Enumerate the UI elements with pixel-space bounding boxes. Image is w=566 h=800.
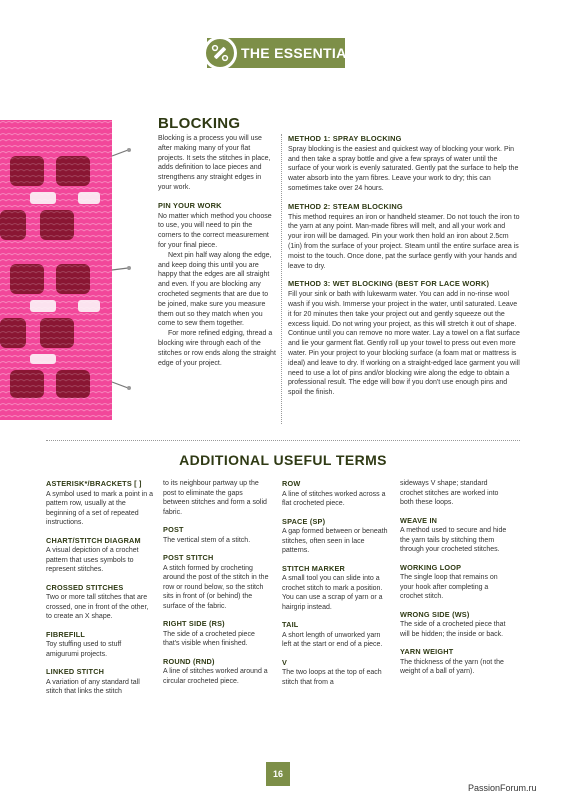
glossary-term: V — [282, 657, 288, 667]
glossary-definition: The vertical stem of a stitch. — [163, 536, 251, 544]
pin-paragraph-1: No matter which method you choose to use, you will need to pin the corners to the correct measurement for your final piece. — [158, 212, 272, 249]
terms-column-3 — [282, 479, 390, 695]
section-divider — [46, 440, 520, 441]
tools-icon — [203, 36, 237, 70]
glossary-definition: to its neighbour partway up the post to eliminate the gaps between stitches and form a solid fabric. — [163, 480, 267, 516]
section-title: THE ESSENTIALS — [241, 45, 365, 61]
glossary-term: POST — [163, 525, 184, 534]
pin-your-work-heading: PIN YOUR WORK — [158, 200, 222, 210]
glossary-term: ASTERISK*/BRACKETS [ ] — [46, 479, 142, 488]
terms-column-4 — [400, 479, 508, 685]
page-number: 16 — [266, 762, 290, 786]
glossary-definition: A symbol used to mark a point in a pattern row, usually at the beginning of a set of repeated instructions. — [46, 490, 153, 526]
glossary-definition: A gap formed between or beneath stitches, often seen in lace patterns. — [282, 528, 388, 554]
glossary-term: TAIL — [282, 620, 299, 629]
glossary-definition: A visual depiction of a crochet pattern that uses symbols to represent stitches. — [46, 547, 139, 573]
glossary-definition: The side of a crocheted piece that will be hidden; the inside or back. — [400, 621, 506, 638]
glossary-entry — [46, 630, 154, 660]
glossary-term: CROSSED STITCHES — [46, 582, 124, 592]
glossary-definition: A small tool you can slide into a crochet stitch to mark a position. You can use a scrap of yarn or a hairgrip instead. — [282, 575, 383, 611]
glossary-term: CHART/STITCH DIAGRAM — [46, 535, 141, 545]
glossary-entry — [46, 479, 154, 528]
glossary-entry — [46, 536, 154, 575]
method-3-heading: METHOD 3: WET BLOCKING (BEST FOR LACE WORK) — [288, 279, 490, 289]
glossary-definition: The side of a crocheted piece that's visible when finished. — [163, 630, 255, 647]
terms-column-2 — [163, 479, 271, 694]
glossary-entry — [282, 517, 390, 556]
pin-paragraph-3: For more refined edging, thread a blocking wire through each of the stitches or row ends along the straight edge of your project. — [158, 330, 276, 367]
method-2-text: This method requires an iron or handheld steamer. Do not touch the iron to the yarn at any point. Man-made fibres will melt, and all your work and your iron will be damaged. Pin your work then hold an iron about 2.5cm (1in) from the surface of your project. Steam until the entire surface area is moist to the touch. Once done, pat the surface gently with your hands and leave to dry. — [288, 213, 520, 270]
glossary-entry — [282, 620, 390, 650]
glossary-term: RIGHT SIDE (RS) — [163, 619, 225, 628]
pin-paragraph-2: Next pin half way along the edge, and keep doing this until you are happy that the edges are all straight and even. If you are blocking any crocheted segments that are due to be joined, make sure you measure them out so they match when you come to sew them together. — [158, 251, 272, 328]
glossary-term: WEAVE IN — [400, 515, 438, 525]
glossary-term: FIBREFILL — [46, 629, 86, 639]
glossary-term: STITCH MARKER — [282, 563, 345, 573]
glossary-term: ROW — [282, 479, 301, 488]
blocking-right-column — [288, 134, 520, 398]
glossary-term: LINKED STITCH — [46, 667, 105, 676]
glossary-term: WORKING LOOP — [400, 562, 462, 572]
glossary-definition: Toy stuffing used to stuff amigurumi projects. — [46, 641, 122, 658]
blocking-left-column — [158, 134, 276, 368]
glossary-entry — [282, 564, 390, 613]
glossary-entry — [282, 658, 390, 688]
method-2-heading: METHOD 2: STEAM BLOCKING — [288, 201, 403, 211]
glossary-entry — [400, 563, 508, 602]
glossary-term: YARN WEIGHT — [400, 647, 454, 656]
glossary-entry — [282, 479, 390, 509]
blocking-heading: BLOCKING — [158, 115, 241, 132]
glossary-term: WRONG SIDE (WS) — [400, 609, 470, 619]
watermark: PassionForum.ru — [468, 783, 537, 793]
glossary-definition: A method used to secure and hide the yarn tails by stitching them through your crocheted stitches. — [400, 527, 507, 553]
column-divider — [281, 134, 282, 424]
glossary-definition: A line of stitches worked across a flat crocheted piece. — [282, 490, 386, 507]
terms-column-1 — [46, 479, 154, 705]
glossary-entry — [46, 583, 154, 622]
glossary-definition: A short length of unworked yarn left at the start or end of a piece. — [282, 631, 383, 648]
glossary-term: ROUND (RND) — [163, 656, 215, 666]
method-1-text: Spray blocking is the easiest and quickest way of blocking your work. Pin and then take a spray bottle and give a few sprays of water until the surface of your work is evenly saturated. Gently pat the surface to help the water absorb into the yarn fibres. Leave your work to dry; this can sometimes take over 24 hours. — [288, 145, 519, 192]
glossary-definition: sideways V shape; standard crochet stitches are worked into both these loops. — [400, 480, 499, 506]
glossary-term: POST STITCH — [163, 553, 214, 562]
glossary-entry — [46, 667, 154, 697]
glossary-definition: The single loop that remains on your hook after completing a crochet stitch. — [400, 574, 498, 600]
granny-square-photo — [0, 120, 132, 436]
terms-heading: ADDITIONAL USEFUL TERMS — [179, 452, 387, 468]
glossary-definition: A line of stitches worked around a circular crocheted piece. — [163, 668, 268, 685]
glossary-definition: The thickness of the yarn (not the weight of a ball of yarn). — [400, 658, 504, 675]
method-3-text: Fill your sink or bath with lukewarm water. You can add in no-rinse wool wash if you wish. Immerse your project in the water, until saturated. Leave it for 20 minutes then take your project out and gently squeeze out the excess liquid. Do not wring your project, as this will stretch it out of shape. Continue until you can remove no more water. Lay a towel on a flat surface and lie your garment flat. Gently roll up your towel to press out even more water. Pin your project to your blocking surface (a foam mat or mattress is ideal) and leave to dry. If working on a straight-edged lace garment you will need to use a lot of pins and/or blocking wire along the edge to obtain a professional result. The edge will bow if you don't use enough pins and spoil the finish. — [288, 291, 520, 397]
glossary-entry — [400, 647, 508, 677]
blocking-intro: Blocking is a process you will use after making many of your flat projects. It sets the stitches in place, adds definition to lace pieces and strengthens any straight edges in your work. — [158, 135, 271, 191]
glossary-entry — [163, 657, 271, 687]
glossary-entry — [400, 479, 508, 508]
glossary-definition: A stitch formed by crocheting around the post of the stitch in the row or round below, so the stitch sits in front of (or behind) the surface of the fabric. — [163, 564, 269, 610]
method-1-heading: METHOD 1: SPRAY BLOCKING — [288, 134, 402, 143]
glossary-entry — [163, 619, 271, 649]
glossary-definition: The two loops at the top of each stitch that from a — [282, 669, 382, 686]
glossary-entry — [400, 610, 508, 640]
glossary-definition: Two or more tall stitches that are crossed, one in front of the other, to create an X shape. — [46, 594, 149, 620]
glossary-entry — [163, 479, 271, 517]
glossary-definition: A variation of any standard tall stitch that links the stitch — [46, 678, 140, 695]
glossary-term: SPACE (SP) — [282, 516, 326, 526]
glossary-entry — [400, 516, 508, 555]
section-header-badge — [207, 38, 365, 68]
glossary-entry — [163, 553, 271, 611]
glossary-entry — [163, 525, 271, 545]
